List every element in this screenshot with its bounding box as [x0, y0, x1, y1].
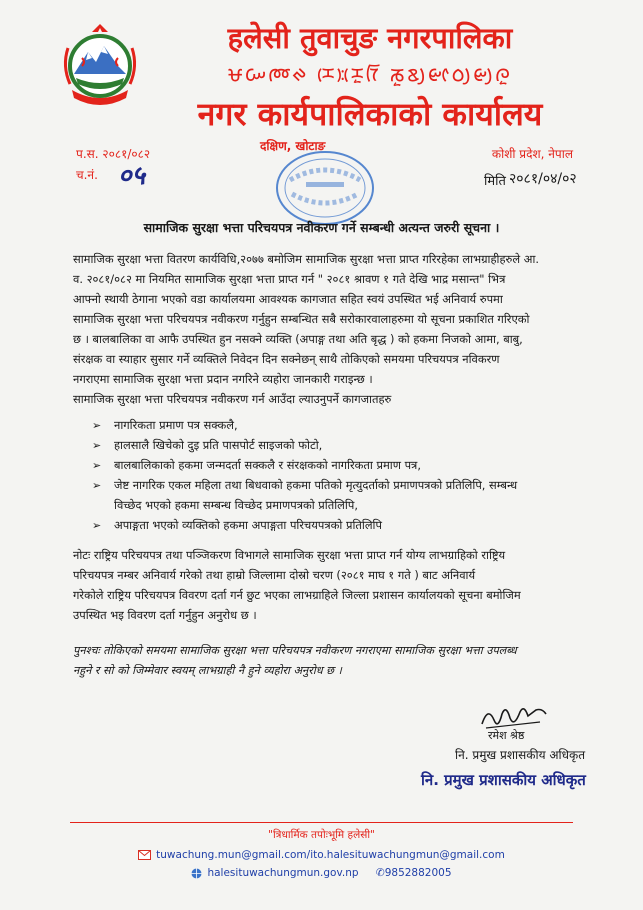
arrow-bullet-icon: ➢ — [92, 479, 102, 492]
date-value: २०८१/०४/०२ — [509, 171, 577, 187]
paragraph-line: सामाजिक सुरक्षा भत्ता वितरण कार्यविधि,२०७७ बमोजिम सामाजिक सुरक्षा भत्ता प्राप्त गरिरहेका लाभग्राहीहरुले आ. — [73, 252, 539, 266]
arrow-bullet-icon: ➢ — [92, 519, 102, 532]
note-line: गरेकोले राष्ट्रिय परिचयपत्र विवरण दर्ता गर्न छुट भएका लाभग्राहिले जिल्ला प्रशासन कार्यालयको सूचना बमोजिम — [73, 588, 521, 602]
note-line: परिचयपत्र नम्बर अनिवार्य गरेको तथा हाम्रो जिल्लामा दोस्रो चरण (२०८१ माघ १ गते ) बाट अनिवार्य — [73, 568, 476, 582]
designation-stamp: नि. प्रमुख प्रशासकीय अधिकृत — [421, 771, 586, 789]
footer-phone: 9852882005 — [384, 867, 452, 879]
list-item: ➢ अपाङ्गता भएको व्यक्तिको हकमा अपाङ्गता परिचयपत्रको प्रतिलिपि — [92, 518, 382, 532]
fiscal-year-ref: प.स. २०८१/०८२ — [76, 147, 151, 161]
arrow-bullet-icon: ➢ — [92, 439, 102, 452]
list-item: ➢ नागरिकता प्रमाण पत्र सक्कलै, — [92, 418, 238, 432]
footer-divider — [70, 822, 573, 823]
footer-slogan: "त्रिधार्मिक तपोःभूमि हलेसी" — [268, 829, 375, 841]
paragraph-line: नगराएमा सामाजिक सुरक्षा भत्ता प्रदान नगरिने व्यहोरा जानकारी गराइन्छ । — [73, 372, 373, 386]
paragraph-line: व. २०८१/०८२ मा नियमित सामाजिक सुरक्षा भत्ता प्राप्त गर्न " २०८१ श्रावण १ गते देखि भाद्र मसान्त" भित्र — [73, 272, 506, 286]
footer-email-row — [0, 849, 643, 861]
nepal-emblem-icon — [58, 18, 142, 114]
paragraph-line: छ । बालबालिका वा आफै उपस्थित हुन नसक्ने व्यक्ति (अपाङ्ग तथा अति बृद्ध ) को हकमा निजको आमा, बाबु, — [73, 332, 523, 346]
mail-icon — [138, 850, 151, 860]
municipality-title-script: ᰝᰠᰢᰊ ᰌᰨ᰿ᰌᰬᰅᰩ ᰕᰬᰣᰪᰡᰦᰓᰪᰡᰪᰍᰬ — [227, 62, 513, 86]
list-item: ➢ हालसालै खिचेको दुइ प्रति पासपोर्ट साइजको फोटो, — [92, 438, 323, 452]
signatory-title: नि. प्रमुख प्रशासकीय अधिकृत — [455, 748, 586, 762]
date-label: मिति — [484, 174, 506, 189]
arrow-bullet-icon: ➢ — [92, 419, 102, 432]
arrow-bullet-icon: ➢ — [92, 459, 102, 472]
province-label: कोशी प्रदेश, नेपाल — [491, 147, 573, 161]
municipality-title: हलेसी तुवाचुङ नगरपालिका — [227, 21, 513, 55]
signatory-name: रमेश श्रेष्ठ — [488, 729, 525, 742]
note-line: उपस्थित भइ विवरण दर्ता गर्नुहुन अनुरोध छ । — [73, 608, 257, 622]
list-item-continuation: विच्छेद भएको हकमा सम्बन्ध विच्छेद प्रमाणपत्रको प्रतिलिपि, — [114, 498, 358, 512]
footer-emails[interactable]: tuwachung.mun@gmail.com/ito.halesituwachungmun@gmail.com — [156, 849, 505, 861]
postscript-line: नहुने र सो को जिम्मेवार स्वयम् लाभग्राही नै हुने व्यहोरा अनुरोध छ । — [73, 664, 342, 677]
office-title: नगर कार्यपालिकाको कार्यालय — [197, 95, 543, 133]
footer-website[interactable]: halesituwachungmun.gov.np — [207, 867, 359, 879]
globe-icon — [191, 868, 202, 879]
paragraph-line: आफ्नो स्थायी ठेगाना भएको वडा कार्यालयमा आवश्यक कागजात सहित स्वयं उपस्थित भई अनिवार्य रुपमा — [73, 292, 503, 306]
postscript-line: पुनश्चः तोकिएको समयमा सामाजिक सुरक्षा भत्ता परिचयपत्र नवीकरण नगराएमा सामाजिक सुरक्षा भत्ता उपलब्ध — [73, 644, 517, 657]
paragraph-line: सामाजिक सुरक्षा भत्ता परिचयपत्र नवीकरण गर्नुहुन सम्बन्धित सबै सरोकारवालाहरुमा यो सूचना प्रकाशित गरिएको — [73, 312, 530, 326]
phone-icon: ✆ — [375, 867, 385, 879]
notice-subject: सामाजिक सुरक्षा भत्ता परिचयपत्र नवीकरण गर्ने सम्बन्धी अत्यन्त जरुरी सूचना । — [143, 220, 500, 235]
documents-heading: सामाजिक सुरक्षा भत्ता परिचयपत्र नवीकरण गर्न आउँदा ल्याउनुपर्ने कागजातहरु — [73, 392, 392, 406]
dispatch-number-value: ०५ — [118, 161, 146, 191]
office-seal-icon — [270, 140, 380, 230]
paragraph-line: संरक्षक वा स्याहार सुसार गर्ने व्यक्तिले निवेदन दिन सक्नेछन् साथै तोकिएको समयमा परिचयपत्र नविकरण — [73, 352, 500, 366]
stamp-district: दक्षिण, खोटाङ — [260, 139, 326, 153]
footer-contact-row — [0, 867, 643, 879]
list-item: ➢ बालबालिकाको हकमा जन्मदर्ता सक्कलै र संरक्षकको नागरिकता प्रमाण पत्र, — [92, 458, 421, 472]
note-line: नोटः राष्ट्रिय परिचयपत्र तथा पञ्जिकरण विभागले सामाजिक सुरक्षा भत्ता प्राप्त गर्न योग्य लाभग्राहिको राष्ट्रिय — [73, 548, 506, 562]
list-item: ➢ जेष्ट नागरिक एकल महिला तथा बिधवाको हकमा पतिको मृत्युदर्ताको प्रमाणपत्रको प्रतिलिपि, सम्बन्ध — [92, 478, 518, 492]
dispatch-number-label: च.नं. — [76, 168, 98, 182]
